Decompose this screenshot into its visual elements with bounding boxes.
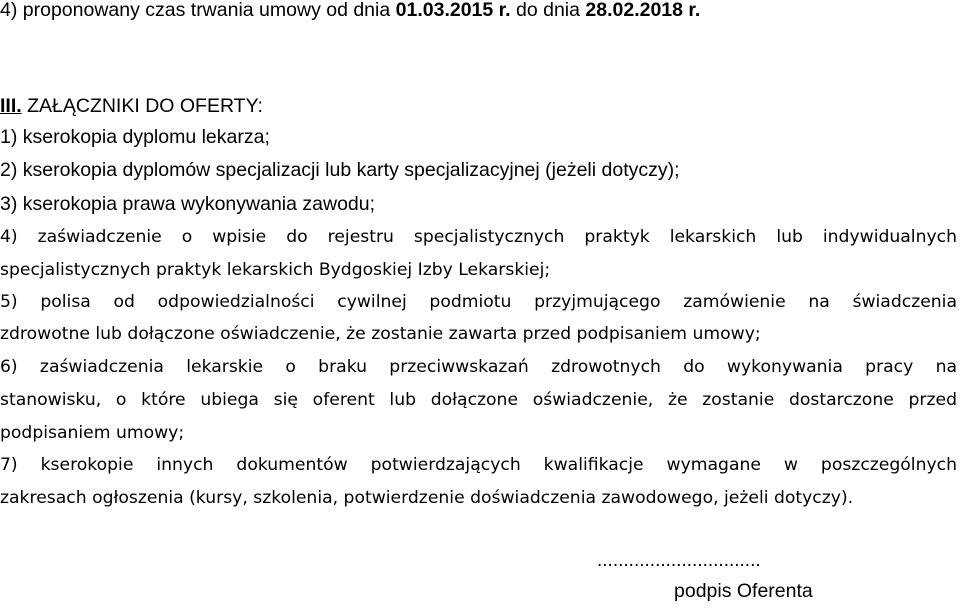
contract-period-line — [0, 0, 700, 22]
list-item-3: 3) kserokopia prawa wykonywania zawodu; — [0, 193, 376, 215]
list-item-4-line-2: specjalistycznych praktyk lekarskich Bydgoskiej Izby Lekarskiej; — [0, 260, 551, 280]
list-item-2: 2) kserokopia dyplomów specjalizacji lub karty specjalizacyjnej (jeżeli dotyczy); — [0, 159, 680, 181]
list-item-6-line-2: stanowisku, o które ubiega się oferent lub dołączone oświadczenie, że zostanie dostarczone przed — [0, 390, 957, 410]
section-number: III. — [0, 95, 22, 117]
list-item-7-line-1: 7) kserokopie innych dokumentów potwierdzających kwalifikacje wymagane w poszczególnych — [0, 455, 957, 475]
section-heading — [0, 94, 263, 118]
list-item-6-line-3: podpisaniem umowy; — [0, 423, 185, 443]
contract-period-middle: do dnia — [510, 0, 586, 21]
list-item-5-line-1: 5) polisa od odpowiedzialności cywilnej podmiotu przyjmującego zamówienie na świadczenia — [0, 292, 957, 312]
signature-line: ............................... — [597, 550, 761, 571]
list-item-1: 1) kserokopia dyplomu lekarza; — [0, 126, 270, 148]
list-item-7-line-2: zakresach ogłoszenia (kursy, szkolenia, potwierdzenie doświadczenia zawodowego, jeżeli dotyczy). — [0, 488, 854, 508]
contract-period-prefix: 4) proponowany czas trwania umowy od dnia — [0, 0, 396, 21]
list-item-5-line-2: zdrowotne lub dołączone oświadczenie, że zostanie zawarta przed podpisaniem umowy; — [0, 324, 761, 344]
section-title: ZAŁĄCZNIKI DO OFERTY: — [21, 95, 263, 117]
contract-date-from: 01.03.2015 r. — [395, 0, 511, 21]
list-item-6-line-1: 6) zaświadczenia lekarskie o braku przeciwwskazań zdrowotnych do wykonywania pracy na — [0, 357, 957, 377]
signature-label: podpis Oferenta — [674, 580, 813, 602]
list-item-4-line-1: 4) zaświadczenie o wpisie do rejestru specjalistycznych praktyk lekarskich lub indywidualnych — [0, 227, 957, 247]
contract-date-to: 28.02.2018 r. — [585, 0, 701, 21]
